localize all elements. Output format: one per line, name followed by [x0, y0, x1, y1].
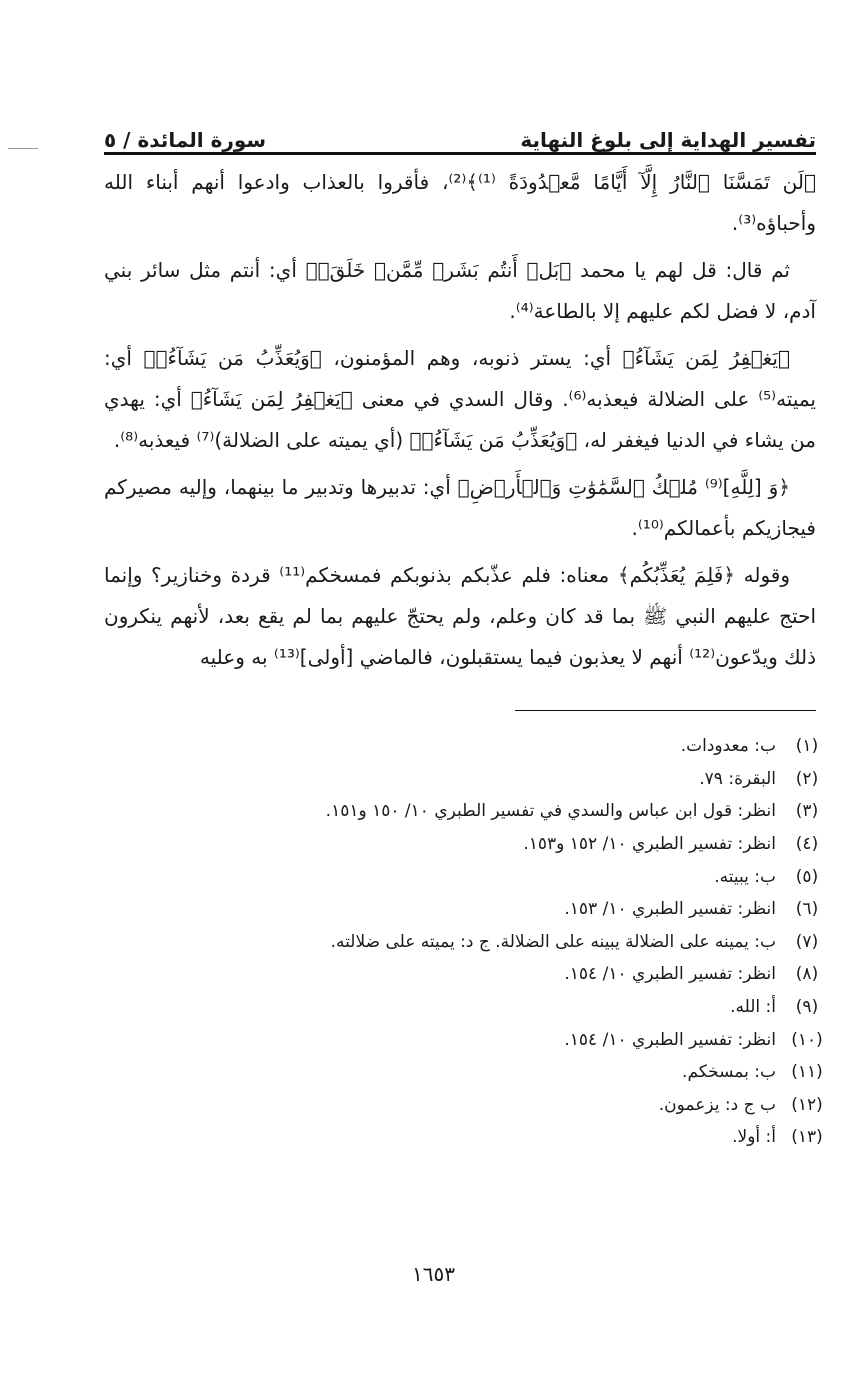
- footnote-text: انظر: قول ابن عباس والسدي في تفسير الطبري ١٠/ ١٥٠ و١٥١.: [325, 801, 776, 822]
- footnote-item: [150, 1023, 830, 1056]
- footnote-item: [150, 958, 830, 991]
- footnote-text: انظر: تفسير الطبري ١٠/ ١٥٤.: [564, 1029, 776, 1050]
- footnote-item: [150, 1089, 830, 1122]
- footnote-text: ب: يبيته.: [714, 866, 776, 887]
- footnote-number: (٨): [795, 964, 819, 985]
- footnote-text: انظر: تفسير الطبري ١٠/ ١٥٣.: [564, 899, 776, 920]
- footnote-number: (١٠): [791, 1029, 823, 1050]
- page-number: ١٦٥٣: [412, 1262, 455, 1286]
- header-rule: [104, 152, 816, 155]
- book-title: تفسير الهداية إلى بلوغ النهاية: [520, 128, 816, 152]
- paragraph: ﴿لَن تَمَسَّنَا ٱلنَّارُ إِلَّآ أَيَّامًا مَّعۡدُودَةً ⁽¹⁾﴾⁽²⁾، فأقروا بالعذاب وادعوا أنهم أبناء الله وأحباؤه⁽³⁾.: [104, 170, 816, 235]
- footnote-number: (٤): [795, 834, 819, 855]
- footnotes-list: [150, 730, 830, 1154]
- footnote-text: ب ج د: يزعمون.: [658, 1094, 776, 1115]
- footnote-item: [150, 991, 830, 1024]
- footnote-item: [150, 1056, 830, 1089]
- footnote-text: أ: الله.: [730, 997, 776, 1018]
- footnote-text: ب: معدودات.: [680, 736, 776, 757]
- footnote-text: أ: أولا.: [732, 1127, 776, 1148]
- footnote-number: (١): [795, 736, 819, 757]
- footnote-item: [150, 828, 830, 861]
- footnote-text: انظر: تفسير الطبري ١٠/ ١٥٢ و١٥٣.: [523, 834, 776, 855]
- running-header: [104, 112, 816, 152]
- footnote-text: ب: يمينه على الضلالة يبينه على الضلالة. ج د: يميته على ضلالته.: [330, 931, 776, 952]
- footnote-item: [150, 1121, 830, 1154]
- footnote-item: [150, 860, 830, 893]
- paragraph: ﴿يَغۡفِرُ لِمَن يَشَآءُ﴾ أي: يستر ذنوبه، وهم المؤمنون، ﴿وَيُعَذِّبُ مَن يَشَآءُۚ﴾ أي: يميته⁽⁵⁾ على الضلالة فيعذبه⁽⁶⁾. وقال السدي في معنى ﴿يَغۡفِرُ لِمَن يَشَآءُ﴾ أي: يهدي من يشاء في الدنيا فيغفر له، ﴿وَيُعَذِّبُ مَن يَشَآءُۚ﴾ (أي يميته على الضلالة)⁽⁷⁾ فيعذبه⁽⁸⁾.: [104, 346, 816, 452]
- footnote-number: (٥): [795, 866, 819, 887]
- footnote-number: (١١): [791, 1062, 823, 1083]
- footnote-number: (٦): [795, 899, 819, 920]
- footnote-number: (٣): [795, 801, 819, 822]
- footnote-item: [150, 893, 830, 926]
- paragraph: ﴿وَ [لِلَّهِ]⁽⁹⁾ مُلۡكُ ٱلسَّمَٰوَٰتِ وَٱلۡأَرۡضِ﴾ أي: تدبيرها وتدبير ما بينهما، وإليه مصيركم فيجازيكم بأعمالكم⁽¹⁰⁾.: [104, 475, 816, 540]
- footnote-number: (١٣): [791, 1127, 823, 1148]
- footnote-item: [150, 926, 830, 959]
- margin-mark: [8, 148, 38, 149]
- footnote-number: (٩): [795, 997, 819, 1018]
- main-text: [104, 162, 816, 684]
- footnote-rule: [515, 710, 816, 711]
- footnote-item: [150, 763, 830, 796]
- footnote-item: [150, 730, 830, 763]
- paragraph: وقوله ﴿فَلِمَ يُعَذِّبُكُم﴾ معناه: فلم عذّبكم بذنوبكم فمسخكم⁽¹¹⁾ قردة وخنازير؟ وإنما احتج عليهم النبي ﷺ بما قد كان وعلم، ولم يحتجّ عليهم بما لم يقع بعد، لأنهم ينكرون ذلك ويدّعون⁽¹²⁾ أنهم لا يعذبون فيما يستقبلون، فالماضي [أولى]⁽¹³⁾ به وعليه: [104, 563, 816, 669]
- footnote-text: ب: بمسخكم.: [682, 1062, 776, 1083]
- footnote-text: البقرة: ٧٩.: [699, 768, 776, 789]
- surah-label: سورة المائدة / ٥: [104, 128, 267, 152]
- footnote-number: (١٢): [791, 1094, 823, 1115]
- paragraph: ثم قال: قل لهم يا محمد ﴿بَلۡ أَنتُم بَشَرٞ مِّمَّنۡ خَلَقَۚ﴾ أي: أنتم مثل سائر بني آدم، لا فضل لكم عليهم إلا بالطاعة⁽⁴⁾.: [104, 258, 816, 323]
- footnote-number: (٢): [795, 768, 819, 789]
- footnote-text: انظر: تفسير الطبري ١٠/ ١٥٤.: [564, 964, 776, 985]
- footnote-number: (٧): [795, 931, 819, 952]
- footnote-item: [150, 795, 830, 828]
